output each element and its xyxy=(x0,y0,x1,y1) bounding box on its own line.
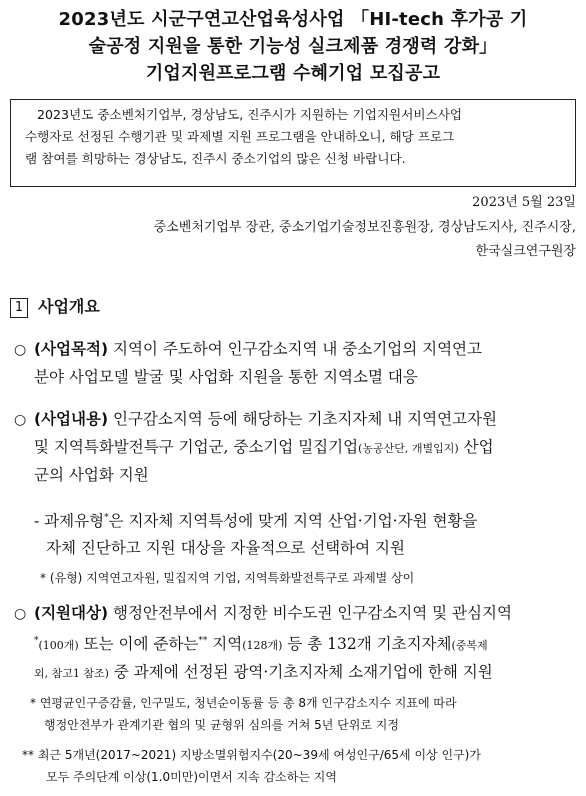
content-heading: (사업내용) xyxy=(34,410,109,428)
dash-text-rest: 은 지자체 지역특성에 맞게 지역 산업·기업·자원 현황을 xyxy=(108,512,478,531)
circle-bullet-icon: ○ xyxy=(14,342,27,358)
dash-text-head: - 과제유형 xyxy=(34,512,105,531)
footnote-2-line-1: ** 최근 5개년(2017~2021) 지방소멸위험지수(20~39세 여성인구/65세 이상 인구)가 xyxy=(22,748,481,762)
content-text-2c: 산업 xyxy=(458,438,494,456)
content-text-2a: 및 지역특화발전특구 기업군, 중소기업 밀집기업 xyxy=(34,438,359,456)
section-number: 1 xyxy=(10,298,28,318)
issuers-line-2: 한국실크연구원장 xyxy=(475,244,576,259)
target-text-3b: 중 과제에 선정된 광역·기초지자체 소재기업에 한해 지원 xyxy=(108,663,493,682)
purpose-item xyxy=(14,336,574,391)
title-line-2: 술공정 지원을 통한 기능성 실크제품 경쟁력 강화」 xyxy=(88,36,498,57)
target-heading: (지원대상) xyxy=(34,604,109,622)
target-text-2c: 또는 이에 준하는 xyxy=(78,635,199,654)
footnote-1-line-1: * 연평균인구증감률, 인구밀도, 청년순이동률 등 총 8개 인구감소지수 지표에 따라 xyxy=(30,696,457,710)
target-mark-1: * xyxy=(34,636,39,646)
content-text-1: 인구감소지역 등에 해당하는 기초지자체 내 지역연고자원 xyxy=(108,410,497,428)
dash-text-2: 자체 진단하고 지원 대상을 자율적으로 선택하여 지원 xyxy=(46,539,405,558)
circle-bullet-icon: ○ xyxy=(14,606,27,622)
announcement-date: 2023년 5월 23일 xyxy=(472,195,576,210)
title-line-1: 2023년도 시군구연고산업육성사업 「HI-tech 후가공 기 xyxy=(58,9,528,30)
notice-box xyxy=(10,99,576,187)
target-text-2h: (중복제 xyxy=(451,639,488,653)
notice-line-2: 수행자로 선정된 수행기관 및 과제별 지원 프로그램을 안내하오니, 해당 프로그 xyxy=(25,129,455,144)
target-text-1: 행정안전부에서 지정한 비수도권 인구감소지역 및 관심지역 xyxy=(108,604,512,622)
target-count-128: (128개) xyxy=(242,639,283,653)
section-heading xyxy=(10,294,100,318)
purpose-heading: (사업목적) xyxy=(34,340,109,358)
purpose-text-2: 분야 사업모델 발굴 및 사업화 지원을 통한 지역소멸 대응 xyxy=(34,368,418,386)
target-item xyxy=(14,600,574,687)
content-text-3: 군의 사업화 지원 xyxy=(34,466,149,484)
title-line-3: 기업지원프로그램 수혜기업 모집공고 xyxy=(145,63,441,84)
target-footnote-1 xyxy=(30,692,457,736)
announcement-title xyxy=(0,6,586,87)
issuers-line-1: 중소벤처기업부 장관, 중소기업기술정보진흥원장, 경상남도지사, 진주시장, xyxy=(153,220,576,235)
circle-bullet-icon: ○ xyxy=(14,412,27,428)
target-mark-2: ** xyxy=(198,636,208,646)
purpose-text-1: 지역이 주도하여 인구감소지역 내 중소기업의 지역연고 xyxy=(108,340,483,358)
dash-mark: * xyxy=(104,513,109,523)
target-text-2g: 등 총 132개 기초지자체 xyxy=(282,635,452,654)
target-footnote-2 xyxy=(22,744,481,788)
target-text-3a: 외, 참고1 참조) xyxy=(34,667,109,681)
section-title: 사업개요 xyxy=(38,297,100,316)
target-count-100: (100개) xyxy=(38,639,79,653)
content-dash-item xyxy=(34,505,477,562)
notice-line-1: 2023년도 중소벤처기업부, 경상남도, 진주시가 지원하는 기업지원서비스사업 xyxy=(37,107,463,122)
footnote-2-line-2: 모두 주의단계 이상(1.0미만)이면서 지속 감소하는 지역 xyxy=(46,770,337,784)
footnote-1-line-2: 행정안전부가 관계기관 협의 및 균형위 심의를 거쳐 5년 단위로 지정 xyxy=(44,718,399,732)
content-text-2b: (농공산단, 개별입지) xyxy=(358,442,459,455)
content-footnote: * (유형) 지역연고자원, 밀집지역 기업, 지역특화발전특구로 과제별 상이 xyxy=(40,571,415,585)
target-text-2e: 지역 xyxy=(207,635,243,654)
notice-line-3: 램 참여를 희망하는 경상남도, 진주시 중소기업의 많은 신청 바랍니다. xyxy=(25,151,406,166)
content-item xyxy=(14,406,574,489)
